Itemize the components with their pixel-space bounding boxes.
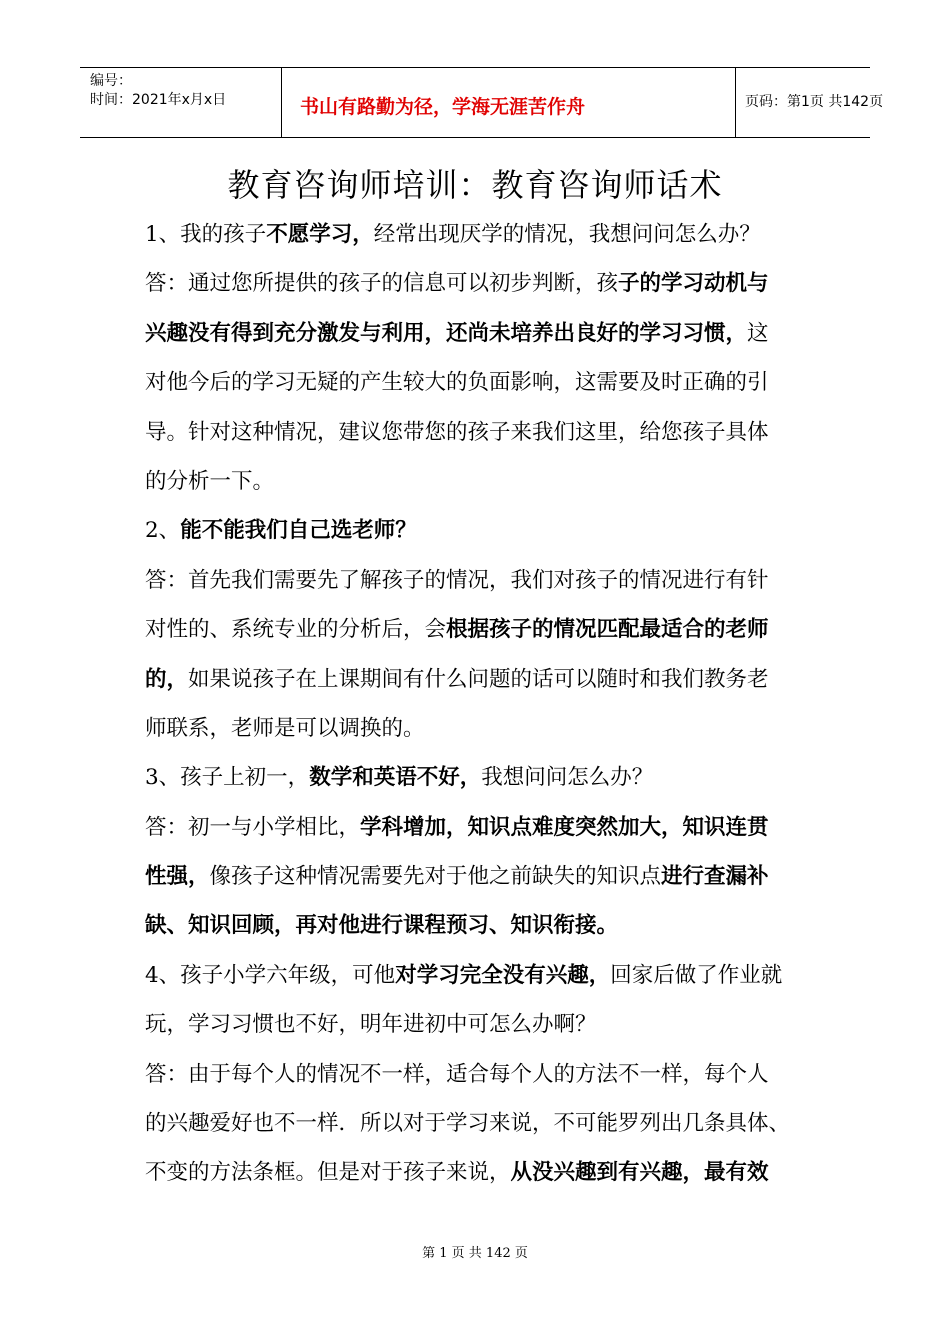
header-right-cell [735,68,884,137]
header-motto-cell [281,68,736,137]
text-run: 的分析一下。 [145,468,275,494]
text-run: 我想问问怎么办？ [481,765,654,791]
text-run: 这 [747,320,769,346]
bold-text-run: 从没兴趣到有兴趣，最有效 [510,1160,769,1186]
text-run: 答：通过您所提供的孩子的信息可以初步判断，孩 [145,271,619,297]
bold-text-run: 缺、知识回顾，再对他进行课程预习、知识衔接。 [145,913,619,939]
page-info: 页码：第1页 共142页 [745,94,884,110]
text-line [145,655,815,704]
text-run: 玩，学习习惯也不好，明年进初中可怎么办啊？ [145,1012,597,1038]
bold-text-run: 对学习完全没有兴趣， [395,962,611,988]
text-line [145,210,815,259]
text-run: 导。针对这种情况，建议您带您的孩子来我们这里，给您孩子具体 [145,419,769,445]
text-run: 师联系，老师是可以调换的。 [145,715,425,741]
text-line [145,753,815,802]
text-line [145,457,815,506]
text-line [145,556,815,605]
text-line [145,1050,815,1099]
text-run: 如果说孩子在上课期间有什么问题的话可以随时和我们教务老 [188,666,769,692]
bold-text-run: 进行查漏补 [661,864,769,890]
text-run: 3、孩子上初一， [145,765,310,791]
text-run: 像孩子这种情况需要先对于他之前缺失的知识点 [209,864,662,890]
text-line [145,506,815,555]
text-run: 的兴趣爱好也不一样．所以对于学习来说，不可能罗列出几条具体、 [145,1111,791,1137]
text-line [145,605,815,654]
bold-text-run: 性强， [145,864,210,890]
text-line [145,803,815,852]
bold-text-run: 学科增加，知识点难度突然加大，知识连贯 [360,814,769,840]
text-line [145,309,815,358]
bold-text-run: 不愿学习， [266,222,374,247]
text-line [145,704,815,753]
bold-text-run: 子的学习动机与 [618,271,769,297]
time-label: 时间：2021年x月x日 [90,92,227,108]
text-run: 答：首先我们需要先了解孩子的情况，我们对孩子的情况进行有针 [145,567,769,593]
text-run: 经常出现厌学的情况，我想问问怎么办？ [373,222,761,247]
text-line [145,408,815,457]
bold-text-run: 兴趣没有得到充分激发与利用，还尚未培养出良好的学习习惯， [145,320,748,346]
bold-text-run: 能不能我们自己选老师？ [180,518,417,544]
text-run: 2、 [145,518,181,544]
bold-text-run: 根据孩子的情况匹配最适合的老师 [446,617,769,643]
document-title: 教育咨询师培训：教育咨询师话术 [227,166,723,204]
header-left-cell [80,68,280,137]
page-header [80,67,884,138]
text-line [145,1000,815,1049]
doc-number-label: 编号： [90,73,132,89]
text-line [145,951,815,1000]
text-run: 1、我的孩子 [145,222,267,247]
bold-text-run: 数学和英语不好， [309,765,482,791]
text-run: 对他今后的学习无疑的产生较大的负面影响，这需要及时正确的引 [145,370,769,396]
text-line [145,1148,815,1197]
text-run: 4、孩子小学六年级，可他 [145,962,396,988]
text-line [145,259,815,308]
text-line [145,852,815,901]
text-run: 答：由于每个人的情况不一样，适合每个人的方法不一样，每个人 [145,1061,769,1087]
text-run: 对性的、系统专业的分析后，会 [145,617,447,643]
document-body [145,210,815,1198]
text-line [145,901,815,950]
text-line [145,358,815,407]
text-run: 答：初一与小学相比， [145,814,361,840]
motto-text: 书山有路勤为径，学海无涯苦作舟 [300,96,586,118]
bold-text-run: 的， [145,666,189,692]
text-line [145,1099,815,1148]
text-run: 回家后做了作业就 [610,962,783,988]
page-footer: 第 1 页 共 142 页 [422,1246,528,1261]
text-run: 不变的方法条框。但是对于孩子来说， [145,1160,511,1186]
